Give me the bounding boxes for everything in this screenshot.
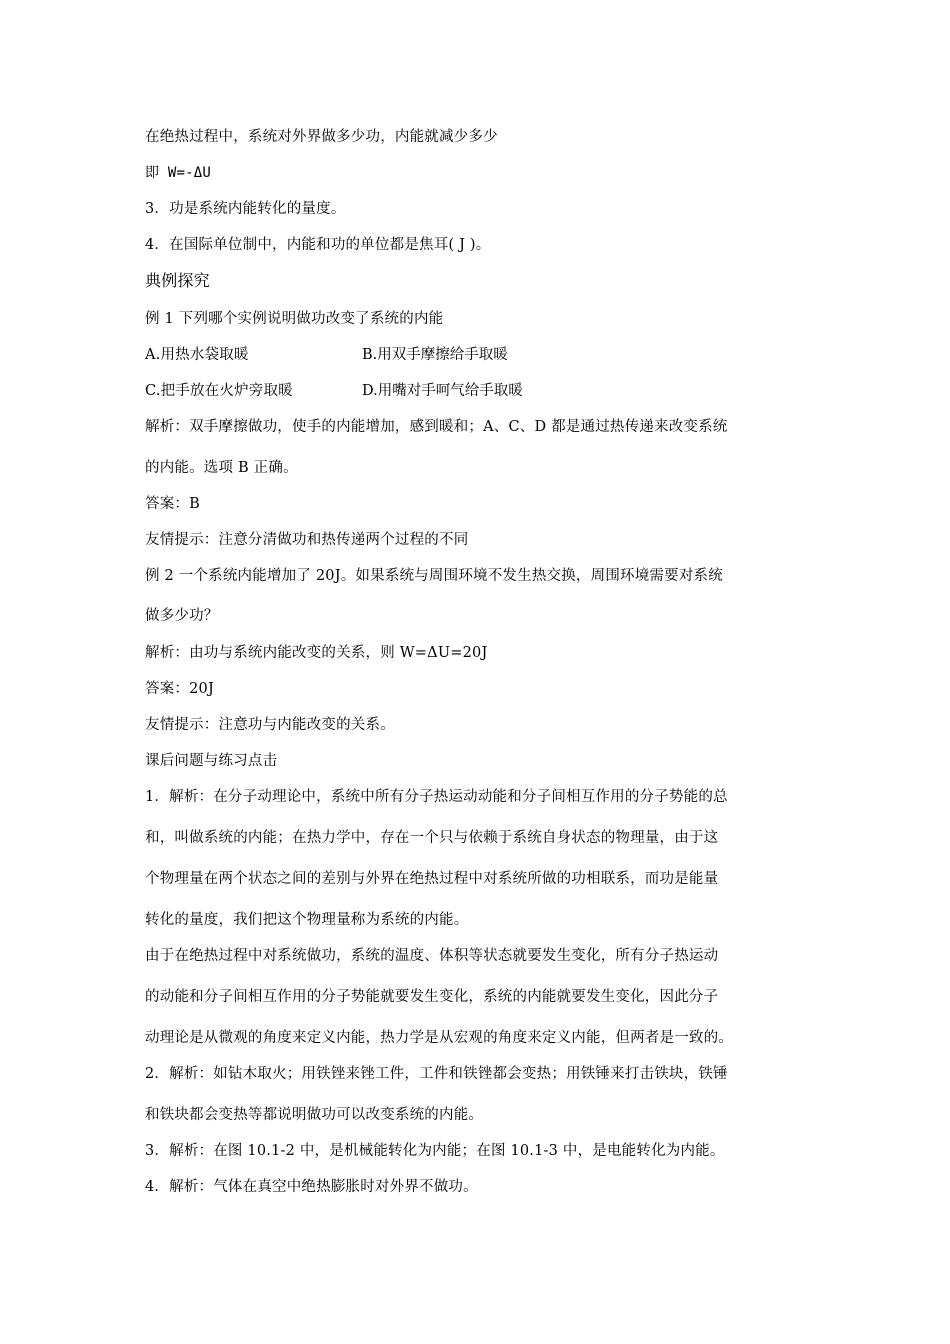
exercise-1-line-2: 和，叫做系统的内能；在热力学中，存在一个只与依赖于系统自身状态的物理量，由于这 xyxy=(145,830,719,846)
example-2-answer: 答案：20J xyxy=(145,681,214,697)
example-1-answer: 答案：B xyxy=(145,496,200,512)
example-1-analysis-line-1: 解析：双手摩擦做功，使手的内能增加，感到暖和；A、C、D 都是通过热传递来改变系统 xyxy=(145,419,728,435)
intro-formula: 即 W=-ΔU xyxy=(145,165,211,181)
example-1-option-a: A.用热水袋取暖 xyxy=(145,347,249,363)
example-1-option-d: D.用嘴对手呵气给手取暖 xyxy=(362,383,523,399)
exercise-4: 4．解析：气体在真空中绝热膨胀时对外界不做功。 xyxy=(145,1179,478,1195)
example-1-tip: 友情提示：注意分清做功和热传递两个过程的不同 xyxy=(145,532,469,548)
exercise-2-line-2: 和铁块都会变热等都说明做功可以改变系统的内能。 xyxy=(145,1107,484,1123)
example-2-question-line-1: 例 2 一个系统内能增加了 20J。如果系统与周围环境不发生热交换，周围环境需要对系统 xyxy=(145,568,723,584)
example-1-analysis-line-2: 的内能。选项 B 正确。 xyxy=(145,460,298,476)
exercise-3: 3．解析：在图 10.1-2 中，是机械能转化为内能；在图 10.1-3 中，是电能转化为内能。 xyxy=(145,1143,725,1159)
intro-point-4: 4．在国际单位制中，内能和功的单位都是焦耳( J )。 xyxy=(145,237,491,253)
exercise-1-line-7: 动理论是从微观的角度来定义内能，热力学是从宏观的角度来定义内能，但两者是一致的。 xyxy=(145,1030,733,1046)
example-2-tip: 友情提示：注意功与内能改变的关系。 xyxy=(145,717,395,733)
exercise-1-line-5: 由于在绝热过程中对系统做功，系统的温度、体积等状态就要发生变化，所有分子热运动 xyxy=(145,948,719,964)
exercise-1-line-4: 转化的量度，我们把这个物理量称为系统的内能。 xyxy=(145,912,469,928)
exercise-1-line-6: 的动能和分子间相互作用的分子势能就要发生变化，系统的内能就要发生变化，因此分子 xyxy=(145,989,719,1005)
exercises-title: 课后问题与练习点击 xyxy=(145,753,278,769)
example-2-question-line-2: 做多少功？ xyxy=(145,608,219,624)
example-1-question: 例 1 下列哪个实例说明做功改变了系统的内能 xyxy=(145,311,444,327)
exercise-1-line-3: 个物理量在两个状态之间的差别与外界在绝热过程中对系统所做的功相联系，而功是能量 xyxy=(145,871,719,887)
example-1-option-c: C.把手放在火炉旁取暖 xyxy=(145,383,293,399)
example-2-analysis: 解析：由功与系统内能改变的关系，则 W=ΔU=20J xyxy=(145,645,488,661)
intro-point-3: 3．功是系统内能转化的量度。 xyxy=(145,201,346,217)
example-1-option-b: B.用双手摩擦给手取暖 xyxy=(362,347,508,363)
exercise-1-line-1: 1．解析：在分子动理论中，系统中所有分子热运动动能和分子间相互作用的分子势能的总 xyxy=(145,789,728,805)
exercise-2-line-1: 2．解析：如钻木取火；用铁锉来锉工件，工件和铁锉都会变热；用铁锤来打击铁块，铁锤 xyxy=(145,1066,728,1082)
intro-adiabatic-line: 在绝热过程中，系统对外界做多少功，内能就减少多少 xyxy=(145,129,498,145)
section-title: 典例探究 xyxy=(145,271,210,290)
